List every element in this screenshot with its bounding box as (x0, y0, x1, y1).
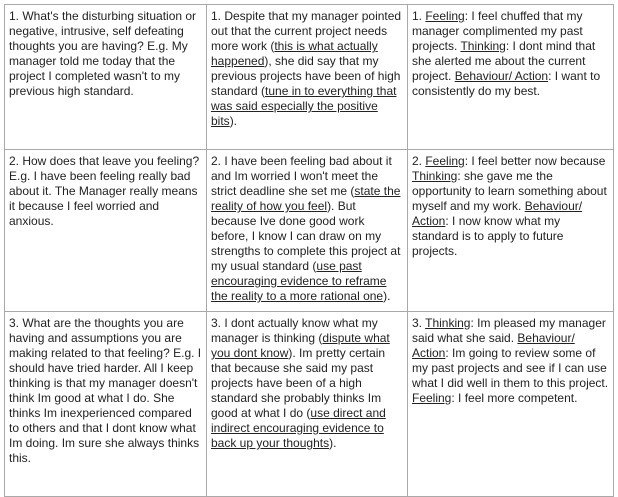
underlined-text: dispute what you dont know (211, 331, 390, 360)
underlined-text: state the reality of how you feel (211, 184, 401, 213)
text-segment: ). (383, 289, 391, 303)
outcome-cell (408, 312, 614, 497)
cbt-thought-record-table (4, 4, 614, 497)
text-segment: 3. I dont actually know what my manager is thinking ( (211, 316, 378, 345)
text-segment: 3. (412, 316, 426, 330)
text-segment: : I feel more competent. (451, 391, 578, 405)
text-segment: ). But because Ive done good work before, I know I can draw on my strengths to complete this project at my usual standard ( (211, 199, 401, 273)
underlined-text: Behaviour/ Action (454, 69, 549, 83)
text-segment: : I now know what my standard is to apply to future projects. (412, 214, 564, 258)
response-cell (207, 312, 408, 497)
response-cell (207, 150, 408, 312)
text-segment: : I dont mind that she alerted me about the current project. (412, 39, 596, 83)
text-segment: : Im going to review some of my past projects and see if I can use what I did well in them to this project. (412, 346, 609, 390)
underlined-text: this is what actually happened (211, 39, 378, 68)
underlined-text: Feeling (425, 154, 465, 168)
text-segment: ), she did say that my previous projects have been of high standard ( (211, 54, 401, 98)
text-segment: ). (329, 436, 337, 450)
underlined-text: Thinking (460, 39, 506, 53)
text-segment: ). Im pretty certain that because she said my past projects have been of a high standard she probably thinks Im good at what I do ( (211, 346, 386, 420)
text-segment: 2. I have been feeling bad about it and Im worried I won't meet the strict deadline she set me ( (211, 154, 392, 198)
underlined-text: Behaviour/ Action (412, 331, 575, 360)
response-cell (207, 5, 408, 150)
underlined-text: Thinking (425, 316, 471, 330)
underlined-text: use past encouraging evidence to reframe the reality to a more rational one (211, 259, 387, 303)
underlined-text: Feeling (412, 391, 452, 405)
table-row (5, 150, 614, 312)
text-segment: 2. (412, 154, 426, 168)
text-segment: : I feel better now because (464, 154, 606, 168)
underlined-text: Behaviour/ Action (412, 199, 583, 228)
underlined-text: use direct and indirect encouraging evidence to back up your thoughts (211, 406, 386, 450)
text-segment: : I feel chuffed that my manager complimented my past projects. (412, 9, 583, 53)
text-segment: : she gave me the opportunity to learn something about myself and my work. (412, 169, 607, 213)
underlined-text: tune in to everything that was said especially the positive bits (211, 84, 397, 128)
table-row (5, 5, 614, 150)
outcome-cell (408, 5, 614, 150)
text-segment: 1. Despite that my manager pointed out that the current project needs more work ( (211, 9, 402, 53)
table-row (5, 312, 614, 497)
underlined-text: Feeling (425, 9, 465, 23)
outcome-cell (408, 150, 614, 312)
text-segment: 1. (412, 9, 426, 23)
text-segment: : Im pleased my manager said what she said. (412, 316, 606, 345)
text-segment: ). (229, 114, 238, 128)
prompt-cell: 1. What's the disturbing situation or negative, intrusive, self defeating thoughts you are having? E.g. My manager told me today that the project I completed wasn't to my previous high standard. (5, 5, 207, 150)
prompt-cell: 2. How does that leave you feeling? E.g. I have been feeling really bad about it. The Manager really means it because I feel worried and anxious. (5, 150, 207, 312)
text-segment: : I want to consistently do my best. (412, 69, 601, 98)
underlined-text: Thinking (412, 169, 458, 183)
prompt-cell: 3. What are the thoughts you are having and assumptions you are making related to that feeling? E.g. I should have tried harder. All I keep thinking is that my manager doesn't think Im good at what I do. She thinks Im inexperienced compared to others and that I dont know what Im doing. Im sure she always thinks this. (5, 312, 207, 497)
